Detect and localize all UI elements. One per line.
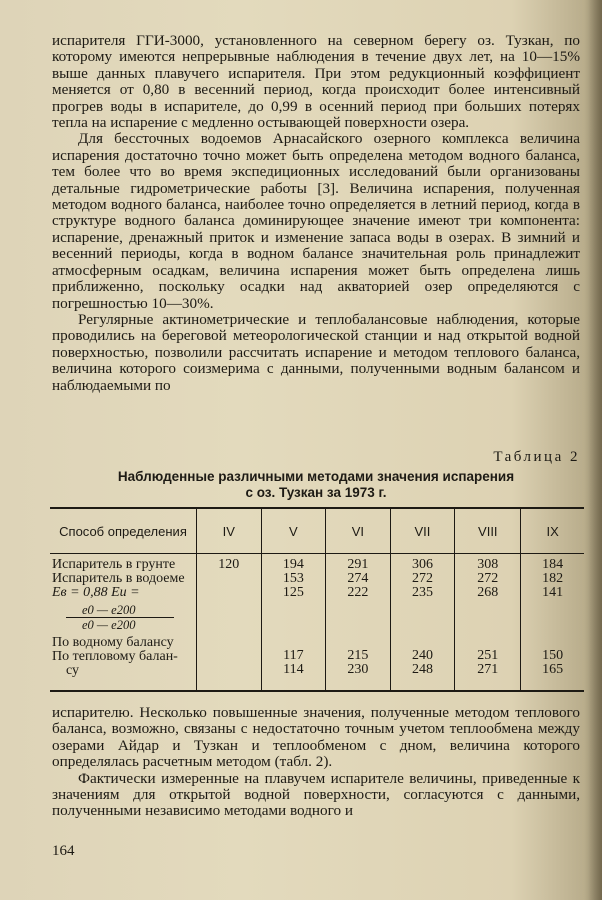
- value-cell: 306: [411, 557, 433, 572]
- col-vi: [326, 554, 391, 692]
- row-label-ground-evaporator: Испаритель в грунте: [52, 557, 176, 572]
- col-v: [261, 554, 326, 692]
- body-text-top: [52, 33, 580, 394]
- header-method: Способ определения: [50, 508, 197, 554]
- value-cell: [197, 572, 261, 586]
- table-title: [52, 469, 580, 501]
- row-label-water-evaporator: Испаритель в водоеме: [52, 571, 185, 587]
- paragraph-2: Для бессточных водоемов Арнасайского озерного комплекса величина испарения достаточно точно может быть определена методом водного баланса, тем более что во время экспедиционных исследований были организованы детальные гидрометрические работы [3]. Величина испарения, полученная методом водного баланса, наиболее точно определяется в летний период, когда в структуре водного баланса доминирующее значение имеют три компонента: испарение, дренажный приток и изменение запаса воды в озерах. В зимний и весенний периоды, когда в водном балансе значительная роль принадлежит атмосферным осадкам, величина испарения может быть определена лишь приближенно, поскольку осадки над акваторией озер определяются с погрешностью 10—30%.: [52, 130, 580, 312]
- table-body-row: [50, 554, 584, 692]
- spacer: [521, 601, 584, 649]
- value-cell: 120: [218, 557, 240, 572]
- value-cell: 215: [347, 647, 369, 663]
- col-viii: [455, 554, 521, 692]
- value-cell: 182: [542, 571, 564, 587]
- spacer: [455, 601, 520, 649]
- page-edge-shadow: [588, 0, 602, 900]
- value-cell: 153: [282, 571, 304, 587]
- value-cell: 240: [411, 647, 433, 663]
- spacer: [391, 601, 455, 649]
- value-cell: 308: [477, 557, 499, 572]
- spacer: [326, 601, 390, 649]
- value-cell: 251: [477, 647, 499, 663]
- header-month-v: V: [261, 508, 326, 554]
- col-ix: [521, 554, 584, 692]
- value-cell: 235: [411, 585, 433, 601]
- value-cell: 274: [347, 571, 369, 587]
- page-number: 164: [52, 843, 75, 859]
- value-cell: 230: [347, 661, 369, 677]
- value-cell: 150: [542, 647, 564, 663]
- table-title-line-1: Наблюденные различными методами значения испарения: [117, 469, 515, 484]
- formula-denominator: e0 — e200: [82, 617, 136, 632]
- row-label-formula: Eв = 0,88 Eи =: [52, 585, 140, 601]
- col-vii: [390, 554, 455, 692]
- value-cell: 141: [542, 585, 564, 601]
- value-cell: 272: [411, 571, 433, 587]
- col-iv: [197, 554, 262, 692]
- paragraph-5: Фактически измеренные на плавучем испарителе величины, приведенные к значениям для открытой водной поверхности, согласуются с данными, полученными независимо методами водного и: [52, 769, 580, 820]
- value-cell: 248: [411, 661, 433, 677]
- row-label-water-balance: По водному балансу: [52, 635, 174, 651]
- header-month-vii: VII: [390, 508, 455, 554]
- paragraph-4: испарителю. Несколько повышенные значения, полученные методом теплового баланса, возможно, связаны с недостаточно точным учетом теплообмена между озерами Айдар и Тузкан и теплообменом с дном, величина которого определялась расчетным методом (табл. 2).: [52, 704, 580, 771]
- value-cell: 268: [477, 585, 499, 601]
- value-cell: [197, 663, 261, 677]
- table-title-line-2: с оз. Тузкан за 1973 г.: [245, 485, 387, 500]
- value-cell: 184: [542, 557, 564, 572]
- spacer: [197, 601, 261, 649]
- body-text-bottom: [52, 705, 580, 820]
- table-header-row: [50, 508, 584, 554]
- value-cell: 114: [283, 661, 304, 677]
- value-cell: 165: [542, 661, 564, 677]
- paragraph-3: Регулярные актинометрические и теплобалансовые наблюдения, которые проводились на береговой метеорологической станции и над открытой водной поверхностью, позволили рассчитать испарение и методом теплового баланса, величина которого соизмерима с данными, полученными водным балансом и наблюдаемыми по: [52, 310, 580, 394]
- evaporation-table: [50, 507, 584, 690]
- paragraph-1: испарителя ГГИ-3000, установленного на северном берегу оз. Тузкан, по которому имеются непрерывные наблюдения в течение двух лет, на 10—15% выше данных плавучего испарителя. При этом редукционный коэффициент меняется от 0,80 в весенний период, когда происходит более интенсивный прогрев воды в испарителе, до 0,99 в осенний период при больших потерях тепла на испарение с медленно остывающей поверхности озера.: [52, 32, 580, 132]
- value-cell: [197, 586, 261, 600]
- row-label-heat-balance-cont: су: [66, 663, 80, 679]
- header-month-vi: VI: [326, 508, 391, 554]
- value-cell: 271: [477, 661, 499, 677]
- value-cell: 125: [282, 585, 304, 601]
- formula-numerator: e0 — e200: [66, 603, 174, 618]
- row-label-heat-balance: По тепловому балан-: [52, 649, 178, 665]
- header-month-viii: VIII: [455, 508, 521, 554]
- value-cell: 194: [282, 557, 304, 572]
- method-labels-cell: [50, 554, 197, 692]
- value-cell: 291: [347, 557, 369, 572]
- header-month-iv: IV: [197, 508, 262, 554]
- value-cell: 272: [477, 571, 499, 587]
- data-table: [50, 507, 584, 692]
- header-month-ix: IX: [521, 508, 584, 554]
- value-cell: [197, 649, 261, 663]
- table-label: Таблица 2: [493, 449, 580, 465]
- spacer: [262, 601, 326, 649]
- value-cell: 222: [347, 585, 369, 601]
- value-cell: 117: [283, 647, 304, 663]
